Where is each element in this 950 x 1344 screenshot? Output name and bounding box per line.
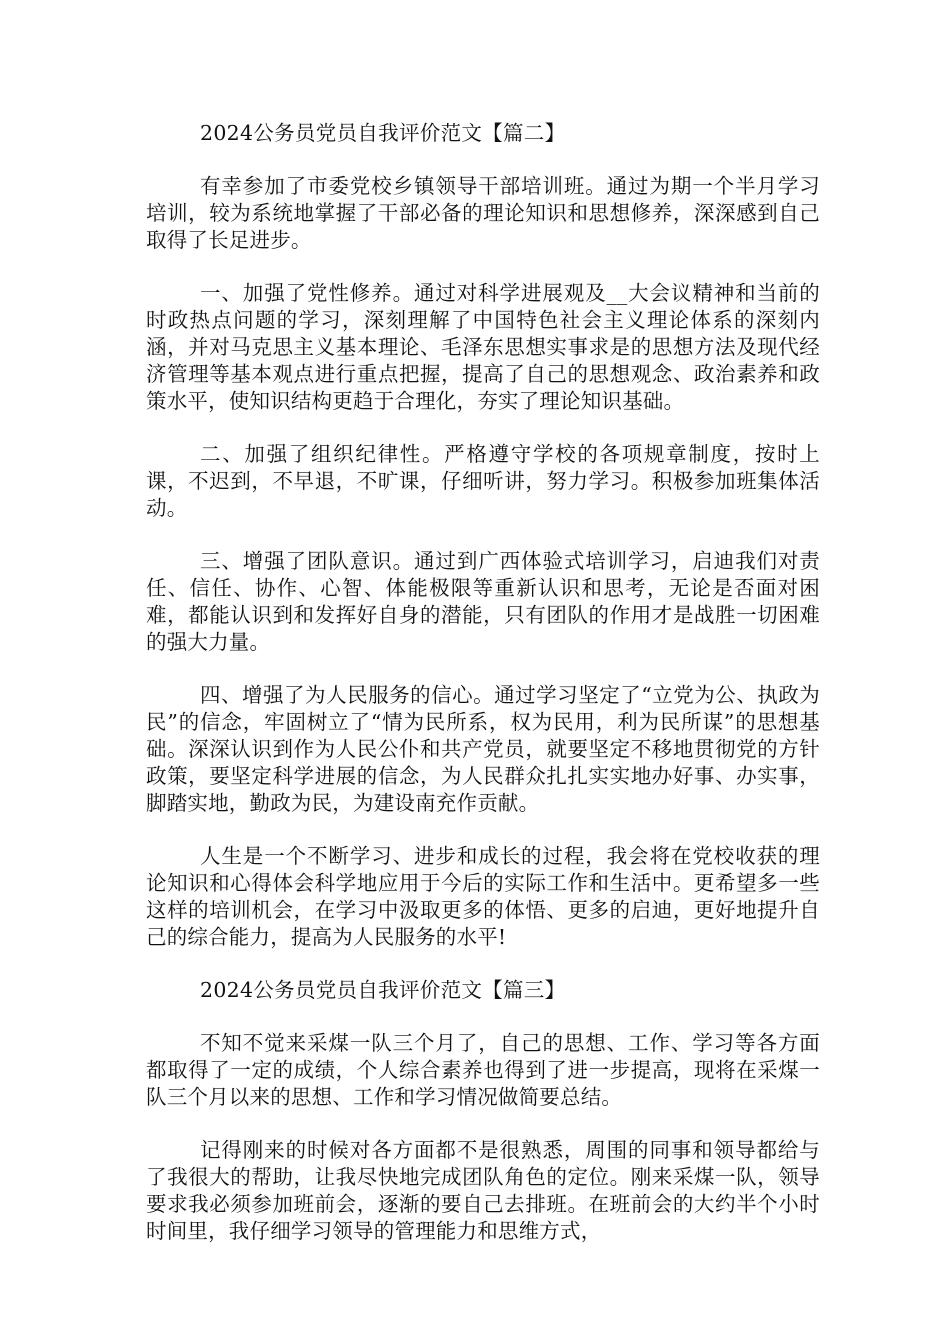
section-heading-3: 2024公务员党员自我评价范文【篇三】 (200, 978, 566, 1002)
paragraph: 四、增强了为人民服务的信心。通过学习坚定了“立党为公、执政为民”的信念，牢固树立了“情为民所系，权为民用，利为民所谋”的思想基础。深深认识到作为人民公仆和共产党员，就要坚定不移地贯彻党的方针政策，要坚定科学进展的信念，为人民群众扎扎实实地办好事、办实事，脚踏实地，勤政为民，为建设南充作贡献。 (146, 683, 820, 815)
paragraph: 二、加强了组织纪律性。严格遵守学校的各项规章制度，按时上课，不迟到，不早退，不旷课，仔细听讲，努力学习。积极参加班集体活动。 (146, 442, 820, 520)
paragraph: 人生是一个不断学习、进步和成长的过程，我会将在党校收获的理论知识和心得体会科学地应用于今后的实际工作和生活中。更希望多一些这样的培训机会，在学习中汲取更多的体悟、更多的启迪，更好地提升自己的综合能力，提高为人民服务的水平! (146, 844, 820, 949)
document-body (146, 120, 820, 1271)
paragraph: 一、加强了党性修养。通过对科学进展观及__大会议精神和当前的时政热点问题的学习，深刻理解了中国特色社会主义理论体系的深刻内涵，并对马克思主义基本理论、毛泽东思想实事求是的思想方法及现代经济管理等基本观点进行重点把握，提高了自己的思想观念、政治素养和政策水平，使知识结构更趋于合理化，夯实了理论知识基础。 (146, 281, 820, 413)
paragraph: 记得刚来的时候对各方面都不是很熟悉，周围的同事和领导都给与了我很大的帮助，让我尽快地完成团队角色的定位。刚来采煤一队，领导要求我必须参加班前会，逐渐的要自己去排班。在班前会的大约半个小时时间里，我仔细学习领导的管理能力和思维方式， (146, 1138, 820, 1243)
paragraph: 三、增强了团队意识。通过到广西体验式培训学习，启迪我们对责任、信任、协作、心智、体能极限等重新认识和思考，无论是否面对困难，都能认识到和发挥好自身的潜能，只有团队的作用才是战胜一切困难的强大力量。 (146, 549, 820, 654)
section-heading-2: 2024公务员党员自我评价范文【篇二】 (200, 121, 566, 145)
paragraph: 有幸参加了市委党校乡镇领导干部培训班。通过为期一个半月学习培训，较为系统地掌握了干部必备的理论知识和思想修养，深深感到自己取得了长足进步。 (146, 174, 820, 252)
paragraph: 不知不觉来采煤一队三个月了，自己的思想、工作、学习等各方面都取得了一定的成绩，个人综合素养也得到了进一步提高，现将在采煤一队三个月以来的思想、工作和学习情况做简要总结。 (146, 1031, 820, 1109)
